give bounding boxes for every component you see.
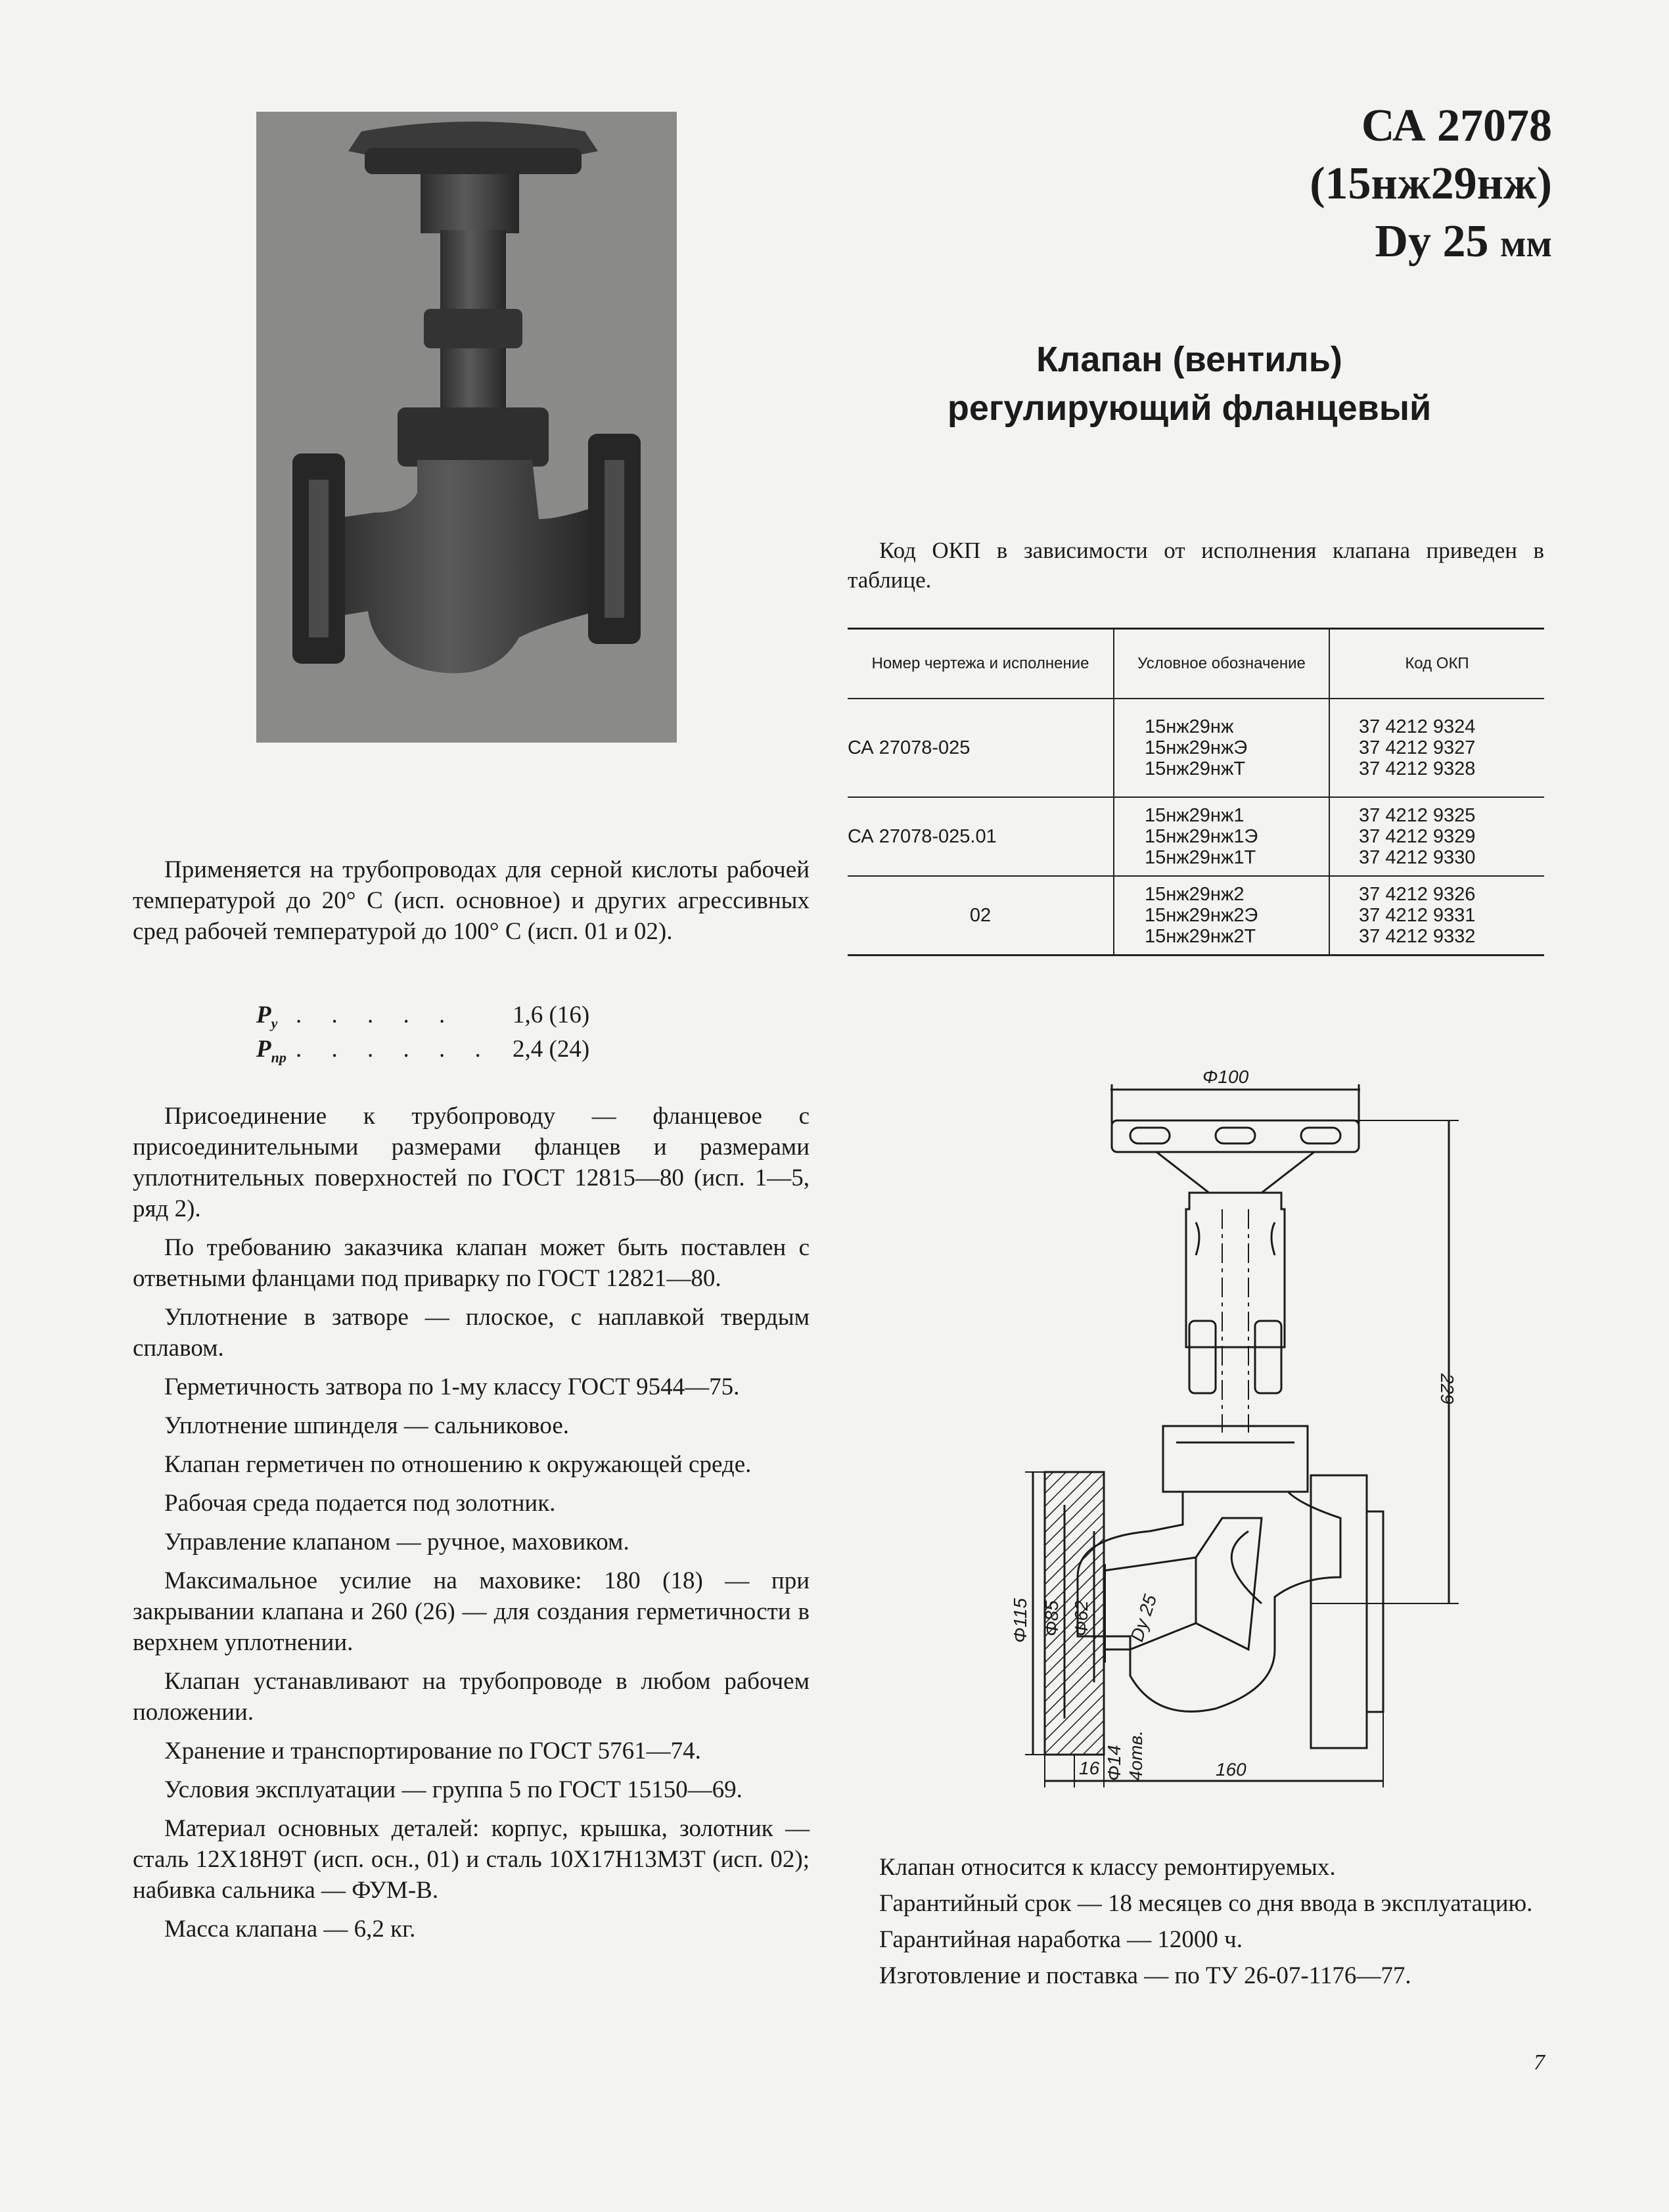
ppr-value: 2,4 (24) — [513, 1036, 590, 1063]
title-line-1: Клапан (вентиль) — [1036, 340, 1342, 379]
okp-code: 37 4212 9329 — [1359, 826, 1476, 847]
label-d85: Φ85 — [1041, 1600, 1062, 1636]
table-cell-drawing: СА 27078-025 — [848, 699, 1114, 797]
designation-header — [1310, 97, 1552, 273]
paragraph: Хранение и транспортирование по ГОСТ 5761—74. — [164, 1738, 701, 1764]
table-header-row — [848, 629, 1544, 699]
table-cell-drawing: СА 27078-025.01 — [848, 797, 1114, 876]
page-number: 7 — [1534, 2050, 1545, 2075]
label-229: 229 — [1437, 1373, 1457, 1404]
okp-code: 37 4212 9332 — [1359, 926, 1476, 947]
leader-dots: . . . . . . — [296, 1036, 493, 1063]
table-cell-codes — [1329, 797, 1544, 876]
table-header-code: Код ОКП — [1329, 629, 1544, 699]
label-dy25: Dy 25 — [1126, 1592, 1161, 1644]
title-line-2: регулирующий фланцевый — [947, 388, 1432, 428]
designation: 15нж29нж1 — [1145, 805, 1245, 826]
paragraph: Уплотнение шпинделя — сальниковое. — [164, 1412, 570, 1439]
table-cell-designations — [1114, 876, 1329, 956]
table-header-drawing: Номер чертежа и исполнение — [848, 629, 1114, 699]
paragraph: Управление клапаном — ручное, маховиком. — [164, 1529, 629, 1555]
table-row — [848, 876, 1544, 956]
table-cell-designations — [1114, 699, 1329, 797]
valve-photo — [256, 112, 677, 743]
table-header-designation: Условное обозначение — [1114, 629, 1329, 699]
okp-code: 37 4212 9331 — [1359, 905, 1476, 926]
application-text: Применяется на трубопроводах для серной кислоты рабочей температурой до 20° С (исп. основное) и других агрессивных сред рабочей температурой до 100° С (исп. 01 и 02). — [133, 856, 810, 945]
table-cell-designations — [1114, 797, 1329, 876]
paragraph: Присоединение к трубопроводу — фланцевое с присоединительными размерами фланцев и размерами уплотнительных поверхностей по ГОСТ 12815—80 (исп. 1—5, ряд 2). — [133, 1103, 810, 1222]
pressure-py-row — [256, 1002, 589, 1036]
designation: 15нж29нж2Т — [1145, 926, 1256, 947]
designation: 15нж29нж — [1145, 716, 1234, 737]
valve-technical-drawing — [933, 1058, 1485, 1794]
table-row — [848, 797, 1544, 876]
pressure-ppr-row — [256, 1036, 589, 1071]
okp-code: 37 4212 9324 — [1359, 716, 1476, 737]
designation: 15нж29нж1Т — [1145, 847, 1256, 868]
label-d115: Φ115 — [1010, 1598, 1030, 1643]
paragraph: Уплотнение в затворе — плоское, с наплавкой твердым сплавом. — [133, 1304, 810, 1362]
valve-photo-image — [256, 112, 677, 743]
paragraph: Клапан устанавливают на трубопроводе в любом рабочем положении. — [133, 1668, 810, 1726]
table-cell-codes — [1329, 876, 1544, 956]
header-code: СА 27078 — [1361, 101, 1552, 151]
label-16: 16 — [1079, 1758, 1100, 1778]
label-holes: 4отв. — [1126, 1730, 1146, 1781]
leader-dots: . . . . . — [296, 1002, 457, 1028]
okp-table — [848, 628, 1544, 956]
paragraph: По требованию заказчика клапан может быть поставлен с ответными фланцами под приварку по ГОСТ 12821—80. — [133, 1234, 810, 1292]
paragraph: Клапан герметичен по отношению к окружающей среде. — [164, 1451, 752, 1478]
table-row — [848, 699, 1544, 797]
table-cell-codes — [1329, 699, 1544, 797]
header-dy — [1310, 213, 1552, 273]
label-d62: Φ62 — [1071, 1600, 1091, 1636]
okp-code: 37 4212 9330 — [1359, 847, 1476, 868]
paragraph: Изготовление и поставка — по ТУ 26-07-1176—77. — [879, 1962, 1411, 1989]
header-dy-value: Dy 25 — [1375, 216, 1500, 267]
right-text-column — [848, 1852, 1544, 1991]
designation: 15нж29нж1Э — [1145, 826, 1258, 847]
table-cell-drawing: 02 — [848, 876, 1114, 956]
label-d14: Φ14 — [1104, 1745, 1124, 1781]
header-dy-unit: мм — [1499, 222, 1552, 265]
paragraph: Гарантийная наработка — 12000 ч. — [879, 1926, 1243, 1953]
okp-intro: Код ОКП в зависимости от исполнения клапана приведен в таблице. — [848, 538, 1544, 593]
label-d100: Φ100 — [1202, 1067, 1249, 1087]
designation: 15нж29нж2 — [1145, 884, 1245, 905]
py-symbol: $P_у$ — [256, 1002, 278, 1032]
paragraph: Максимальное усилие на маховике: 180 (18) — при закрывании клапана и 260 (26) — для создания герметичности в верхнем уплотнении. — [133, 1567, 810, 1656]
left-text-column — [133, 1101, 810, 1945]
designation: 15нж29нжЭ — [1145, 737, 1248, 758]
ppr-symbol: $P_{пр}$ — [256, 1036, 286, 1066]
okp-code: 37 4212 9326 — [1359, 884, 1476, 905]
paragraph: Рабочая среда подается под золотник. — [164, 1490, 556, 1517]
okp-code: 37 4212 9325 — [1359, 805, 1476, 826]
paragraph: Клапан относится к классу ремонтируемых. — [879, 1854, 1336, 1881]
paragraph: Герметичность затвора по 1-му классу ГОСТ 9544—75. — [164, 1373, 740, 1400]
header-model: (15нж29нж) — [1310, 158, 1552, 209]
paragraph: Материал основных деталей: корпус, крышка, золотник — сталь 12Х18Н9Т (исп. осн., 01) и сталь 10Х17Н13М3Т (исп. 02); набивка сальника — ФУМ-В. — [133, 1815, 810, 1904]
paragraph: Условия эксплуатации — группа 5 по ГОСТ 15150—69. — [164, 1776, 743, 1803]
designation: 15нж29нжТ — [1145, 758, 1246, 779]
label-160: 160 — [1216, 1759, 1246, 1780]
pressure-block — [256, 1002, 589, 1071]
okp-code: 37 4212 9327 — [1359, 737, 1476, 758]
py-value: 1,6 (16) — [513, 1002, 590, 1028]
paragraph: Гарантийный срок — 18 месяцев со дня ввода в эксплуатацию. — [879, 1890, 1533, 1917]
page-title — [920, 335, 1459, 432]
okp-code: 37 4212 9328 — [1359, 758, 1476, 779]
paragraph: Масса клапана — 6,2 кг. — [164, 1916, 416, 1943]
designation: 15нж29нж2Э — [1145, 905, 1258, 926]
